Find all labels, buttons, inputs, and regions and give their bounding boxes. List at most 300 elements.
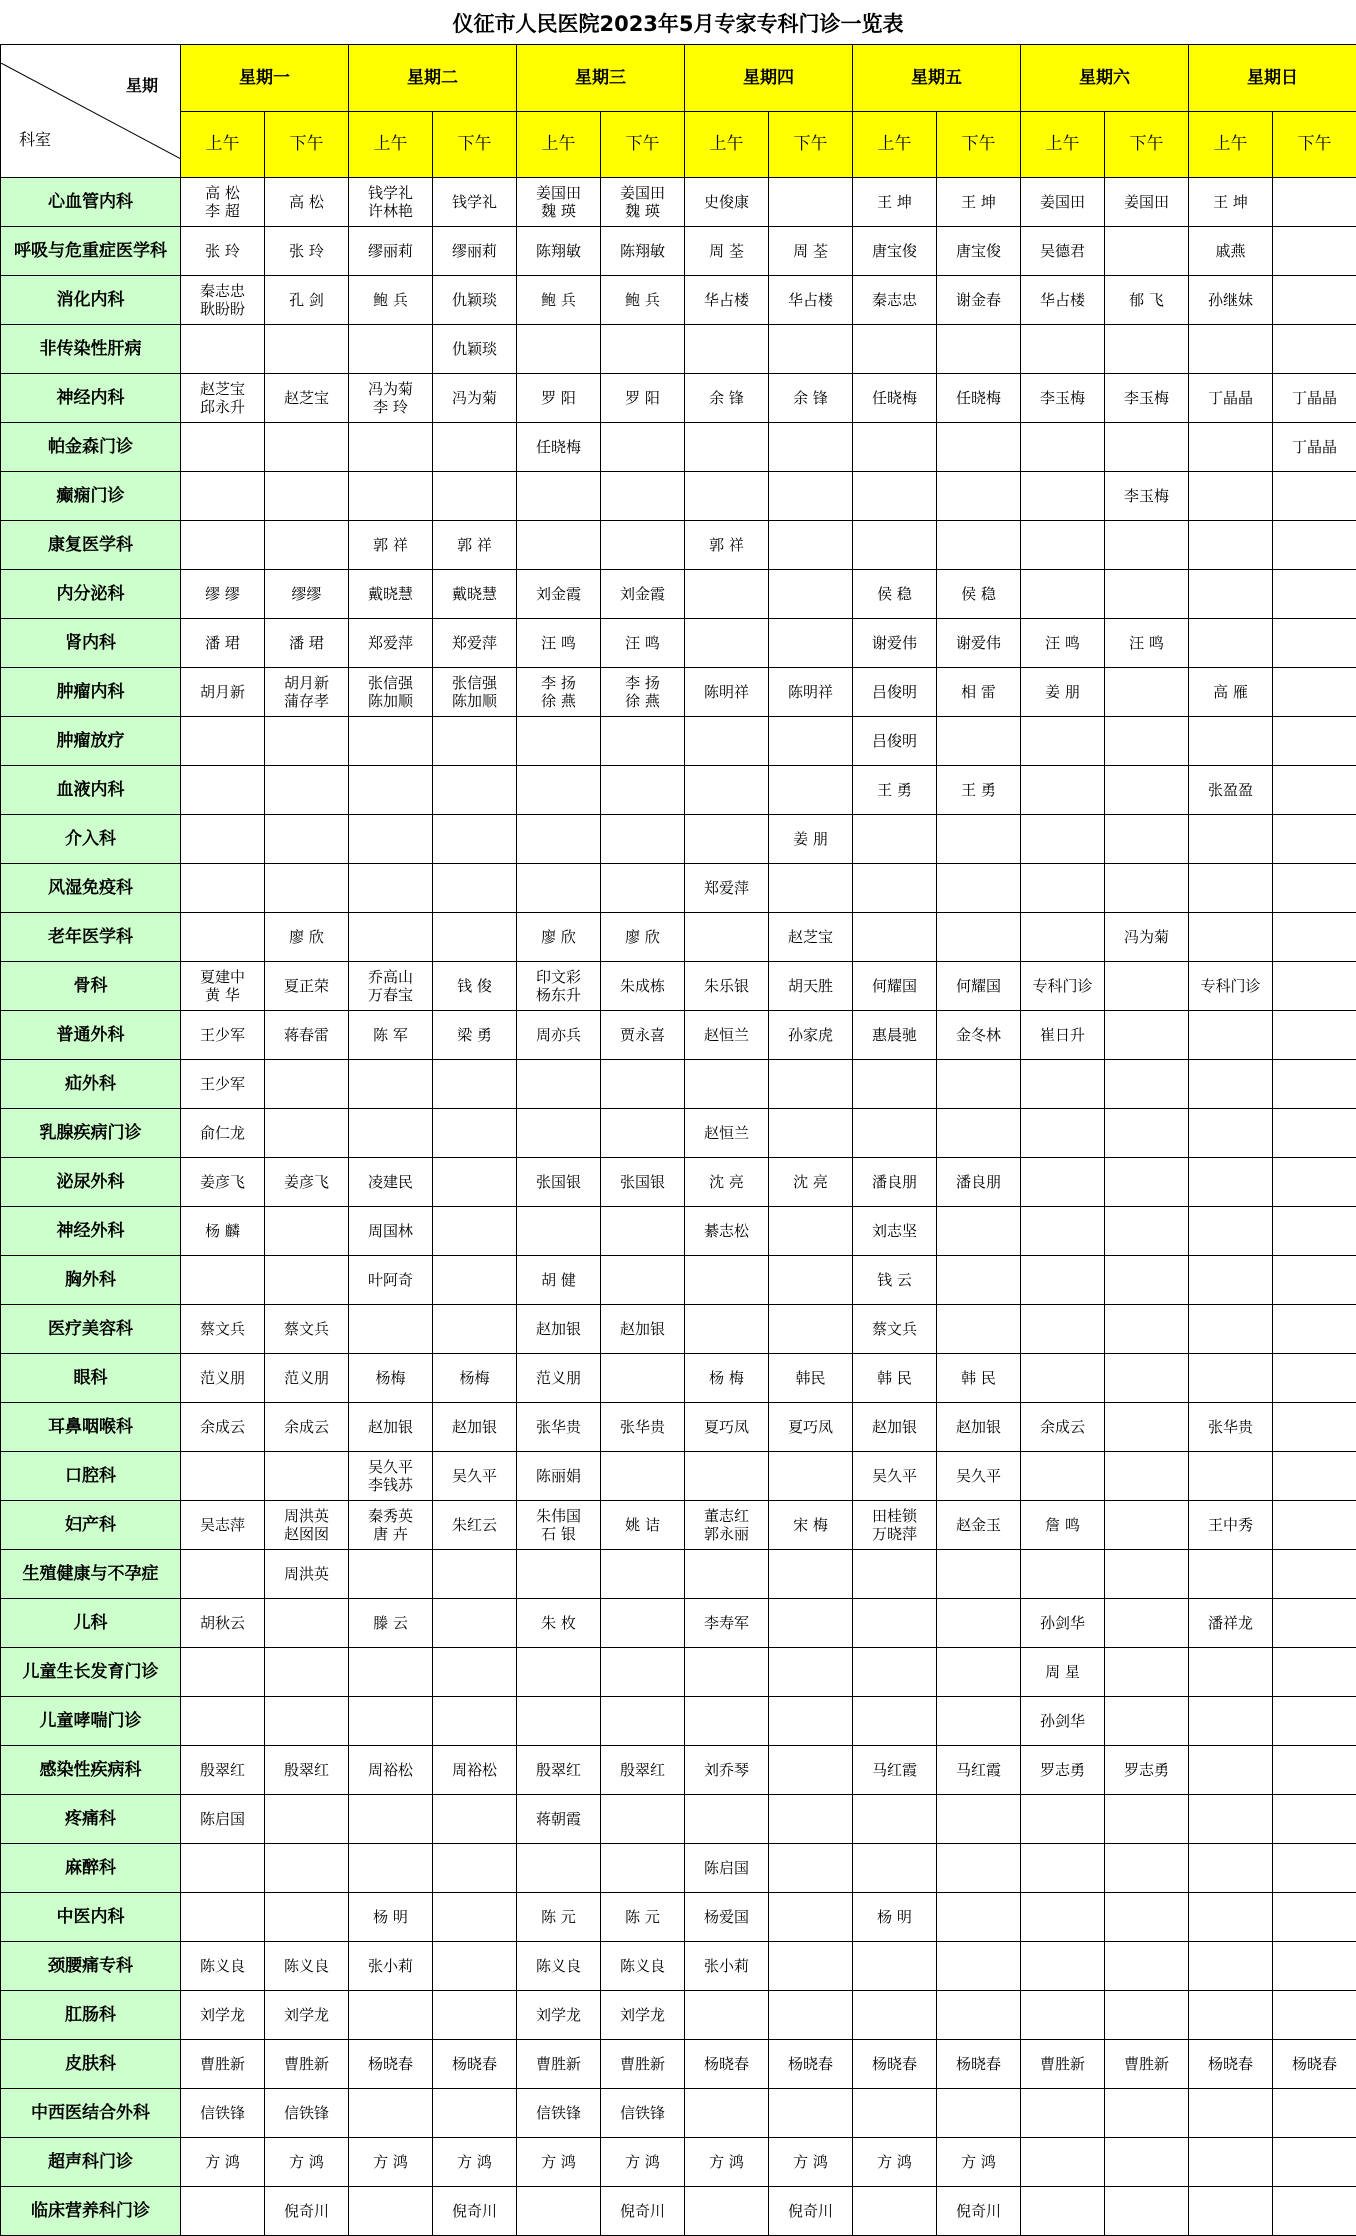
schedule-cell [265,1599,349,1648]
pm-header: 下午 [265,111,349,178]
schedule-cell [601,1452,685,1501]
schedule-cell: 戚燕 [1189,227,1273,276]
schedule-cell: 专科门诊 [1189,962,1273,1011]
schedule-cell [853,1991,937,2040]
schedule-cell: 杨 麟 [181,1207,265,1256]
schedule-cell: 杨 明 [853,1893,937,1942]
am-header: 上午 [853,111,937,178]
schedule-cell: 刘学龙 [265,1991,349,2040]
schedule-cell [937,717,1021,766]
dept-name: 神经外科 [1,1207,181,1256]
schedule-cell [517,1844,601,1893]
schedule-cell: 赵加银 [349,1403,433,1452]
schedule-cell: 冯为菊 李 玲 [349,374,433,423]
schedule-cell [769,619,853,668]
schedule-cell [517,1697,601,1746]
dept-name: 儿科 [1,1599,181,1648]
table-row [1,1403,1356,1452]
schedule-cell [181,766,265,815]
schedule-cell: 张华贵 [517,1403,601,1452]
schedule-cell [853,2187,937,2236]
dept-name: 神经内科 [1,374,181,423]
schedule-cell [1273,1991,1356,2040]
table-row [1,1452,1356,1501]
schedule-cell [1021,1844,1105,1893]
table-row [1,668,1356,717]
table-row [1,1893,1356,1942]
table-row [1,1648,1356,1697]
schedule-cell: 马红霞 [853,1746,937,1795]
schedule-cell [1021,864,1105,913]
schedule-cell [937,864,1021,913]
schedule-cell [181,864,265,913]
dept-name: 内分泌科 [1,570,181,619]
schedule-cell [433,472,517,521]
schedule-cell [937,472,1021,521]
schedule-cell [517,521,601,570]
schedule-cell: 方 鸿 [433,2138,517,2187]
schedule-cell: 胡天胜 [769,962,853,1011]
schedule-cell: 孙家虎 [769,1011,853,1060]
dept-name: 呼吸与危重症医学科 [1,227,181,276]
schedule-cell: 高 松 [265,178,349,227]
schedule-cell [433,1599,517,1648]
schedule-cell: 陈义良 [181,1942,265,1991]
schedule-cell [685,815,769,864]
schedule-cell [601,423,685,472]
schedule-cell [265,1893,349,1942]
schedule-cell [1189,423,1273,472]
schedule-cell [1273,472,1356,521]
schedule-table [0,44,1356,2236]
schedule-cell [1105,1403,1189,1452]
dept-name: 临床营养科门诊 [1,2187,181,2236]
schedule-cell [769,1305,853,1354]
schedule-cell: 朱红云 [433,1501,517,1550]
schedule-cell [685,1452,769,1501]
schedule-cell: 张小莉 [349,1942,433,1991]
schedule-cell [937,1648,1021,1697]
schedule-cell [433,717,517,766]
schedule-cell [1105,864,1189,913]
table-row [1,1844,1356,1893]
schedule-cell: 缪丽莉 [433,227,517,276]
schedule-cell [433,1060,517,1109]
schedule-cell [433,423,517,472]
schedule-cell [601,1256,685,1305]
schedule-cell [349,766,433,815]
schedule-cell [1189,1648,1273,1697]
schedule-cell: 周裕松 [349,1746,433,1795]
schedule-cell: 方 鸿 [601,2138,685,2187]
schedule-cell [1273,178,1356,227]
schedule-cell: 唐宝俊 [937,227,1021,276]
schedule-cell: 杨晓春 [769,2040,853,2089]
schedule-cell: 鲍 兵 [517,276,601,325]
am-header: 上午 [181,111,265,178]
schedule-cell [1273,619,1356,668]
schedule-cell: 王 勇 [937,766,1021,815]
schedule-cell: 姜彦飞 [265,1158,349,1207]
schedule-cell: 陈义良 [517,1942,601,1991]
dept-name: 肿瘤放疗 [1,717,181,766]
schedule-cell: 陈明祥 [685,668,769,717]
schedule-cell: 夏建中 黄 华 [181,962,265,1011]
schedule-cell: 郭 祥 [349,521,433,570]
schedule-cell [1273,815,1356,864]
schedule-cell [181,1844,265,1893]
schedule-cell [1189,864,1273,913]
schedule-cell [1021,521,1105,570]
schedule-cell: 吴志萍 [181,1501,265,1550]
schedule-cell [601,1060,685,1109]
schedule-cell [769,864,853,913]
schedule-cell: 周 荃 [769,227,853,276]
schedule-cell [1189,1893,1273,1942]
schedule-cell: 曹胜新 [265,2040,349,2089]
schedule-cell: 郑爱萍 [433,619,517,668]
schedule-cell: 任晓梅 [853,374,937,423]
schedule-cell [349,1550,433,1599]
schedule-cell: 倪奇川 [265,2187,349,2236]
schedule-cell [1189,1158,1273,1207]
dept-name: 骨科 [1,962,181,1011]
schedule-cell [265,1452,349,1501]
schedule-cell: 王 勇 [853,766,937,815]
dept-name: 肛肠科 [1,1991,181,2040]
schedule-cell: 杨梅 [433,1354,517,1403]
schedule-cell [1273,276,1356,325]
schedule-cell [1273,717,1356,766]
schedule-cell [1021,1060,1105,1109]
schedule-cell: 倪奇川 [937,2187,1021,2236]
schedule-cell: 高 雁 [1189,668,1273,717]
table-row [1,1207,1356,1256]
schedule-cell [349,1109,433,1158]
schedule-cell [1105,1599,1189,1648]
schedule-cell [601,1844,685,1893]
schedule-cell [769,1060,853,1109]
schedule-cell: 秦志忠 耿盼盼 [181,276,265,325]
schedule-cell [1273,1109,1356,1158]
schedule-cell: 姜国田 魏 瑛 [601,178,685,227]
schedule-cell [685,619,769,668]
schedule-cell: 郑爱萍 [685,864,769,913]
schedule-cell [769,1844,853,1893]
schedule-cell [1189,1697,1273,1746]
schedule-cell: 姚 诘 [601,1501,685,1550]
schedule-cell [433,766,517,815]
schedule-cell [1189,1354,1273,1403]
schedule-cell [349,1991,433,2040]
schedule-cell [601,1550,685,1599]
schedule-cell [181,1893,265,1942]
dept-name: 感染性疾病科 [1,1746,181,1795]
schedule-cell [433,1893,517,1942]
schedule-cell [1105,1109,1189,1158]
schedule-cell [517,1060,601,1109]
schedule-cell [1021,717,1105,766]
schedule-cell: 赵恒兰 [685,1011,769,1060]
schedule-cell [1273,1599,1356,1648]
schedule-cell: 孙剑华 [1021,1697,1105,1746]
schedule-cell [769,1991,853,2040]
schedule-cell: 张 玲 [181,227,265,276]
schedule-cell [181,815,265,864]
schedule-cell: 姜 朋 [1021,668,1105,717]
schedule-cell: 潘祥龙 [1189,1599,1273,1648]
schedule-cell: 信铁锋 [181,2089,265,2138]
schedule-cell [1021,325,1105,374]
schedule-cell [1105,2187,1189,2236]
schedule-cell: 沈 亮 [769,1158,853,1207]
schedule-cell [601,815,685,864]
schedule-cell [1105,1158,1189,1207]
schedule-cell [1273,1158,1356,1207]
schedule-cell: 刘志坚 [853,1207,937,1256]
schedule-cell: 专科门诊 [1021,962,1105,1011]
schedule-cell [769,178,853,227]
schedule-cell [1189,1060,1273,1109]
schedule-cell: 华占楼 [769,276,853,325]
schedule-cell: 李玉梅 [1105,374,1189,423]
dept-name: 老年医学科 [1,913,181,962]
schedule-cell [1021,570,1105,619]
schedule-cell: 蒋春雷 [265,1011,349,1060]
schedule-cell [181,1256,265,1305]
schedule-cell: 姜国田 [1021,178,1105,227]
schedule-cell: 陈义良 [265,1942,349,1991]
schedule-cell [1105,423,1189,472]
schedule-cell: 郑爱萍 [349,619,433,668]
table-row [1,423,1356,472]
schedule-cell [349,1844,433,1893]
schedule-cell [1189,2187,1273,2236]
schedule-cell [433,864,517,913]
schedule-cell: 仇颖琰 [433,276,517,325]
schedule-cell: 韩 民 [853,1354,937,1403]
schedule-cell [937,913,1021,962]
schedule-cell [433,1305,517,1354]
schedule-cell: 张华贵 [601,1403,685,1452]
schedule-cell [1021,1893,1105,1942]
schedule-cell [1105,325,1189,374]
schedule-cell [1021,815,1105,864]
dept-name: 血液内科 [1,766,181,815]
am-header: 上午 [1189,111,1273,178]
schedule-cell: 缪丽莉 [349,227,433,276]
dept-name: 眼科 [1,1354,181,1403]
schedule-cell: 夏巧凤 [685,1403,769,1452]
schedule-cell [265,472,349,521]
schedule-cell: 冯为菊 [433,374,517,423]
schedule-cell [1189,1011,1273,1060]
schedule-cell [433,1991,517,2040]
schedule-cell [937,325,1021,374]
schedule-cell: 赵金玉 [937,1501,1021,1550]
schedule-cell: 余成云 [181,1403,265,1452]
schedule-cell [433,1256,517,1305]
schedule-cell [1021,1550,1105,1599]
schedule-cell [853,1599,937,1648]
schedule-cell: 胡月新 [181,668,265,717]
schedule-cell [265,1795,349,1844]
schedule-cell: 信铁锋 [265,2089,349,2138]
schedule-cell: 汪 鸣 [1105,619,1189,668]
schedule-cell [1189,1844,1273,1893]
day-header-wed: 星期三 [517,45,685,112]
schedule-cell [937,1991,1021,2040]
schedule-cell [265,1207,349,1256]
schedule-cell [853,1844,937,1893]
schedule-cell [349,1060,433,1109]
schedule-cell [769,1207,853,1256]
schedule-cell [853,325,937,374]
schedule-cell [937,1697,1021,1746]
schedule-cell [1273,1256,1356,1305]
schedule-cell [1273,2089,1356,2138]
schedule-cell: 滕 云 [349,1599,433,1648]
schedule-cell [1189,1305,1273,1354]
schedule-cell [433,2089,517,2138]
schedule-cell [433,815,517,864]
schedule-cell: 郭 祥 [433,521,517,570]
schedule-cell [349,1305,433,1354]
schedule-cell: 侯 稳 [853,570,937,619]
dept-name: 非传染性肝病 [1,325,181,374]
schedule-body [1,45,1356,2236]
table-row [1,962,1356,1011]
schedule-cell: 惠晨驰 [853,1011,937,1060]
schedule-cell [1273,1354,1356,1403]
schedule-cell: 戴晓慧 [433,570,517,619]
schedule-cell [1273,913,1356,962]
dept-name: 疝外科 [1,1060,181,1109]
schedule-cell: 陈 军 [349,1011,433,1060]
table-row [1,1158,1356,1207]
schedule-cell [1189,619,1273,668]
schedule-cell [769,2089,853,2138]
schedule-cell [1189,521,1273,570]
schedule-cell: 乔高山 万春宝 [349,962,433,1011]
schedule-cell: 赵加银 [433,1403,517,1452]
schedule-cell: 史俊康 [685,178,769,227]
dept-name: 泌尿外科 [1,1158,181,1207]
schedule-cell [1105,1697,1189,1746]
table-row [1,1550,1356,1599]
table-row [1,1697,1356,1746]
am-header: 上午 [349,111,433,178]
schedule-cell: 罗 阳 [517,374,601,423]
schedule-cell [1189,1746,1273,1795]
schedule-cell: 张盈盈 [1189,766,1273,815]
schedule-cell: 方 鸿 [265,2138,349,2187]
schedule-cell [265,1648,349,1697]
schedule-cell [1189,913,1273,962]
schedule-cell: 赵加银 [853,1403,937,1452]
schedule-cell [1189,717,1273,766]
schedule-cell [769,1452,853,1501]
schedule-cell [1021,1991,1105,2040]
schedule-cell: 王 坤 [853,178,937,227]
schedule-cell [181,2187,265,2236]
table-row [1,717,1356,766]
schedule-cell [181,472,265,521]
schedule-cell: 倪奇川 [433,2187,517,2236]
schedule-cell: 王中秀 [1189,1501,1273,1550]
schedule-cell: 谢爱伟 [937,619,1021,668]
schedule-cell: 鲍 兵 [601,276,685,325]
schedule-cell: 陈义良 [601,1942,685,1991]
schedule-cell: 余 锋 [769,374,853,423]
schedule-cell: 杨梅 [349,1354,433,1403]
schedule-cell [601,1109,685,1158]
schedule-cell [1273,1942,1356,1991]
day-header-sat: 星期六 [1021,45,1189,112]
schedule-cell [601,325,685,374]
schedule-cell: 曹胜新 [1105,2040,1189,2089]
schedule-cell: 丁晶晶 [1189,374,1273,423]
schedule-cell [181,1452,265,1501]
schedule-cell: 赵加银 [517,1305,601,1354]
schedule-cell: 潘 珺 [181,619,265,668]
schedule-cell [685,717,769,766]
schedule-cell: 钱学礼 [433,178,517,227]
schedule-cell: 刘金霞 [517,570,601,619]
schedule-cell: 杨晓春 [1273,2040,1356,2089]
schedule-cell [265,1060,349,1109]
schedule-cell [769,766,853,815]
schedule-cell: 潘 珺 [265,619,349,668]
schedule-cell: 汪 鸣 [517,619,601,668]
table-row [1,227,1356,276]
schedule-cell: 陈翔敏 [517,227,601,276]
schedule-cell: 刘学龙 [517,1991,601,2040]
schedule-cell [181,717,265,766]
schedule-cell: 缪缪 [265,570,349,619]
table-row [1,1109,1356,1158]
schedule-cell: 崔日升 [1021,1011,1105,1060]
schedule-cell: 韩 民 [937,1354,1021,1403]
schedule-cell [937,1942,1021,1991]
schedule-cell: 郭 祥 [685,521,769,570]
schedule-cell [769,717,853,766]
schedule-cell: 蔡文兵 [265,1305,349,1354]
schedule-cell [1189,1991,1273,2040]
schedule-cell [937,1256,1021,1305]
schedule-cell: 杨 梅 [685,1354,769,1403]
schedule-cell: 余 锋 [685,374,769,423]
schedule-cell: 李玉梅 [1105,472,1189,521]
schedule-cell: 张小莉 [685,1942,769,1991]
schedule-cell [265,423,349,472]
schedule-cell: 朱 枚 [517,1599,601,1648]
dept-name: 胸外科 [1,1256,181,1305]
am-header: 上午 [685,111,769,178]
day-header-thu: 星期四 [685,45,853,112]
schedule-cell [1105,1501,1189,1550]
table-row [1,521,1356,570]
schedule-cell: 唐宝俊 [853,227,937,276]
schedule-cell: 陈启国 [181,1795,265,1844]
schedule-cell: 梁 勇 [433,1011,517,1060]
schedule-cell [937,2089,1021,2138]
schedule-cell: 刘学龙 [181,1991,265,2040]
schedule-cell: 凌建民 [349,1158,433,1207]
schedule-cell: 殷翠红 [181,1746,265,1795]
schedule-cell [1105,1991,1189,2040]
schedule-cell: 杨晓春 [853,2040,937,2089]
